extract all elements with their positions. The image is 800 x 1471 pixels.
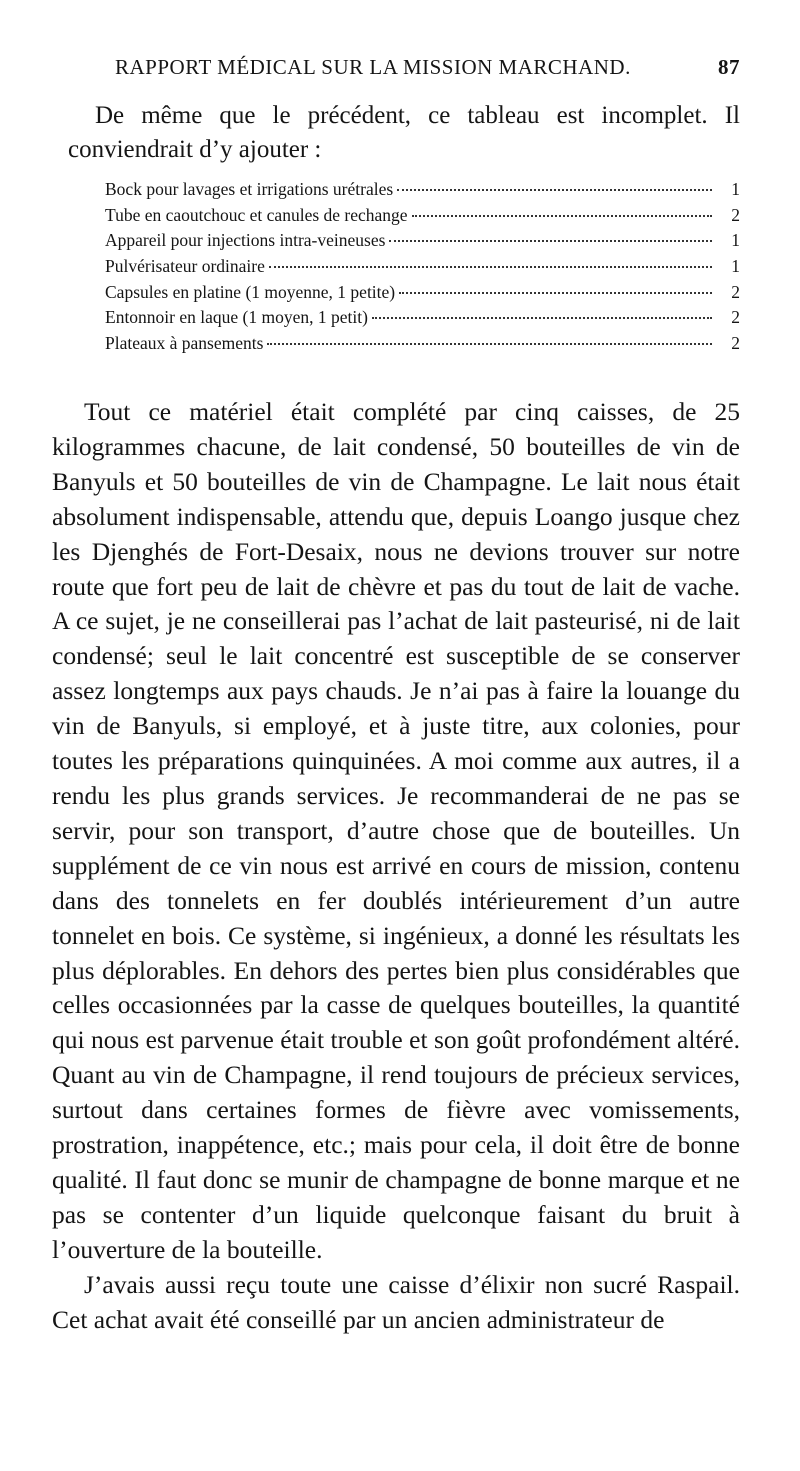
page-number: 87 — [718, 55, 740, 79]
intro-paragraph — [68, 99, 740, 167]
body-paragraph: J’avais aussi reçu toute une caisse d’élixir non sucré Raspail. Cet achat avait été conseillé par un ancien administrateur de — [52, 1269, 740, 1334]
list-item — [105, 307, 740, 333]
body-paragraph: Tout ce matériel était complété par cinq caisses, de 25 kilogrammes chacune, de lait condensé, 50 bouteilles de vin de Banyuls et 50 bouteilles de vin de Champagne. Le lait nous était absolument indispensable, attendu que, depuis Loango jusque chez les Djenghés de Fort-Desaix, nous ne devions trouver sur notre route que fort peu de lait de chèvre et pas du tout de lait de vache. A ce sujet, je ne conseillerai pas l’achat de lait pasteurisé, ni de lait condensé; seul le lait concentré est susceptible de se conserver assez longtemps aux pays chauds. Je n’ai pas à faire la louange du vin de Banyuls, si employé, et à juste titre, aux colonies, pour toutes les préparations quinquinées. A moi comme aux autres, il a rendu les plus grands services. Je recommanderai de ne pas se servir, pour son transport, d’autre chose que de bouteilles. Un supplément de ce vin nous est arrivé en cours de mission, contenu dans des tonnelets en fer doublés intérieurement d’un autre tonnelet en bois. Ce système, si ingénieux, a donné les résultats les plus déplorables. En dehors des pertes bien plus considérables que celles occasionnées par la casse de quelques bouteilles, la quantité qui nous est parvenue était trouble et son goût profondément altéré. Quant au vin de Champagne, il rend toujours de précieux services, surtout dans certaines formes de fièvre avec vomissements, prostration, inappétence, etc.; mais pour cela, il doit être de bonne qualité. Il faut donc se munir de champagne de bonne marque et ne pas se contenter d’un liquide quelconque faisant du bruit à l’ouverture de la bouteille. — [52, 397, 740, 1264]
list-item — [105, 256, 740, 282]
list-item — [105, 230, 740, 256]
list-item — [105, 282, 740, 308]
leader-dots — [397, 189, 712, 191]
body-text — [52, 395, 740, 1337]
leader-dots — [267, 343, 712, 345]
item-label: Entonnoir en laque (1 moyen, 1 petit) — [105, 307, 368, 328]
item-quantity: 2 — [731, 204, 740, 225]
item-quantity: 2 — [731, 333, 740, 354]
item-quantity: 1 — [731, 179, 740, 199]
list-item — [105, 333, 740, 359]
leader-dots — [389, 240, 712, 242]
item-label: Appareil pour injections intra-veineuses — [105, 230, 386, 251]
equipment-list — [105, 179, 740, 359]
item-label: Pulvérisateur ordinaire — [105, 256, 265, 277]
item-quantity: 2 — [731, 307, 740, 328]
list-item — [105, 179, 740, 205]
leader-dots — [412, 215, 712, 217]
item-label: Bock pour lavages et irrigations urétrales — [105, 179, 394, 199]
running-title: RAPPORT MÉDICAL SUR LA MISSION MARCHAND. — [115, 55, 631, 79]
item-quantity: 1 — [731, 230, 740, 251]
list-item — [105, 205, 740, 231]
item-quantity: 1 — [731, 256, 740, 277]
leader-dots — [399, 292, 712, 294]
item-label: Capsules en platine (1 moyenne, 1 petite) — [105, 281, 396, 302]
item-quantity: 2 — [731, 281, 740, 302]
leader-dots — [372, 317, 712, 319]
leader-dots — [269, 266, 712, 268]
intro-text: De même que le précédent, ce tableau est incomplet. Il conviendrait d’y ajouter : — [68, 102, 740, 163]
item-label: Tube en caoutchouc et canules de rechange — [105, 204, 408, 225]
item-label: Plateaux à pansements — [105, 333, 264, 354]
